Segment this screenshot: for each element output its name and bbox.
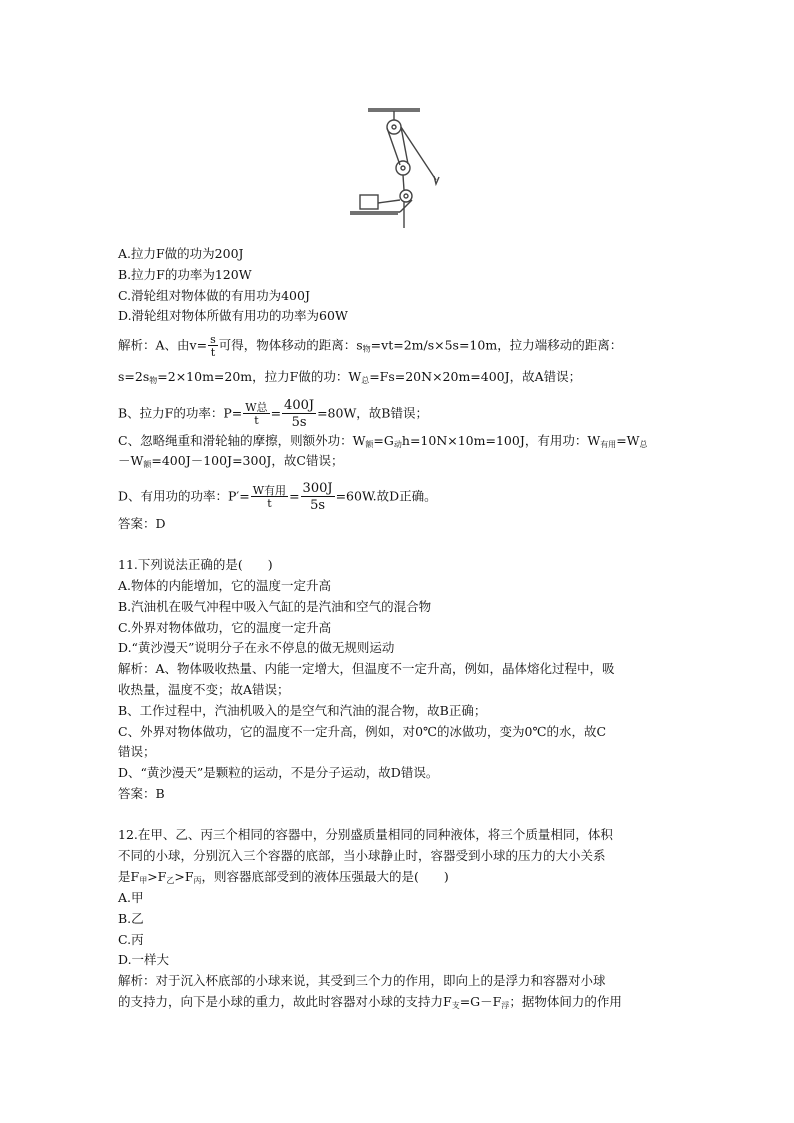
text: =G－F [459, 994, 502, 1009]
text: h=10N×10m=100J，有用功：W [401, 433, 601, 448]
text: =Fs=20N×20m=400J，故A错误； [369, 369, 582, 384]
q10-analysis-a [118, 334, 622, 360]
q11-option-a: A.物体的内能增加，它的温度一定升高 [118, 578, 332, 593]
denominator: 5s [291, 415, 307, 430]
text: =W [616, 433, 640, 448]
q11-analysis-1: 解析：A、物体吸收热量、内能一定增大，但温度不一定升高，例如，晶体熔化过程中，吸 [118, 661, 615, 676]
text: C、忽略绳重和滑轮轴的摩擦，则额外功：W [118, 433, 366, 448]
q10-answer: 答案：D [118, 516, 166, 531]
subscript: 额 [365, 440, 374, 449]
text: B、拉力F的功率：P= [118, 405, 243, 421]
q11-option-b: B.汽油机在吸气冲程中吸入气缸的是汽油和空气的混合物 [118, 599, 432, 614]
q11-answer: 答案：B [118, 786, 165, 801]
text: =G [373, 433, 394, 448]
q12-stem-3 [118, 867, 449, 891]
pulley-diagram [340, 100, 460, 230]
text: －W [118, 453, 144, 468]
q10-option-d: D.滑轮组对物体所做有用功的功率为60W [118, 308, 348, 323]
q10-option-c: C.滑轮组对物体做的有用功为400J [118, 288, 310, 303]
fraction-w-over-t [243, 402, 269, 426]
text: s=2s [118, 369, 150, 384]
q11-analysis-2: 收热量，温度不变；故A错误； [118, 682, 290, 697]
q12-stem-1: 12.在甲、乙、丙三个相同的容器中，分别盛质量相同的同种液体，将三个质量相同，体积 [118, 827, 613, 842]
q12-option-d: D.一样大 [118, 952, 170, 967]
q12-option-a: A.甲 [118, 890, 144, 905]
denominator: t [254, 414, 259, 427]
fraction-400-over-5 [282, 398, 316, 430]
text: >F [147, 869, 167, 884]
q11-option-d: D.“黄沙漫天”说明分子在永不停息的做无规则运动 [118, 640, 395, 655]
text: 可得，物体移动的距离：s [218, 337, 363, 353]
text: =80W，故B错误； [317, 405, 428, 421]
q11-stem: 11.下列说法正确的是( ) [118, 557, 273, 572]
denominator: t [267, 497, 272, 510]
text: 的支持力，向下是小球的重力，故此时容器对小球的支持力F [118, 994, 452, 1009]
subscript: 额 [143, 460, 152, 469]
text: >F [174, 869, 194, 884]
numerator: 400J [284, 398, 315, 413]
fraction-300-over-5 [301, 481, 335, 513]
fraction-s-over-t [208, 334, 218, 358]
subscript: 物 [149, 376, 158, 385]
numerator: W总 [245, 401, 268, 414]
denominator: t [210, 346, 216, 359]
numerator: s [210, 333, 216, 346]
q10-analysis-c2 [118, 451, 343, 475]
text: ；据物体间力的作用 [509, 994, 622, 1009]
text: D、有用功的功率：P′= [118, 488, 250, 504]
q11-analysis-3: B、工作过程中，汽油机吸入的是空气和汽油的混合物，故B正确； [118, 703, 487, 718]
q10-analysis-d: D、有用功的功率：P′= $\frac{\text{W有用}}{t}$ = $\frac{300J}{5s}$ =60W.故D正确。 [118, 481, 437, 513]
q11-analysis-4: C、外界对物体做功，它的温度不一定升高，例如，对0℃的冰做功，变为0℃的水，故C [118, 724, 607, 739]
subscript: 支 [451, 1001, 460, 1010]
subscript: 总 [361, 376, 370, 385]
text: =2×10m=20m，拉力F做的功：W [157, 369, 362, 384]
q11-analysis-6: D、“黄沙漫天”是颗粒的运动，不是分子运动，故D错误。 [118, 765, 439, 780]
q11-analysis-5: 错误； [118, 744, 156, 759]
q11-option-c: C.外界对物体做功，它的温度一定升高 [118, 620, 332, 635]
subscript: 乙 [166, 876, 175, 885]
text: ，则容器底部受到的液体压强最大的是( ) [201, 869, 449, 884]
q12-stem-2: 不同的小球，分别沉入三个容器的底部，当小球静止时，容器受到小球的压力的大小关系 [118, 848, 606, 863]
subscript: 物 [362, 344, 371, 354]
fraction-wyou-over-t [251, 485, 288, 509]
numerator: 300J [302, 481, 333, 496]
q10-option-a: A.拉力F做的功为200J [118, 246, 244, 261]
q10-option-b: B.拉力F的功率为120W [118, 267, 252, 282]
text: 解析：A、由v= [118, 337, 208, 353]
subscript: 浮 [501, 1001, 510, 1010]
subscript: 动 [393, 440, 402, 449]
text: 是F [118, 869, 140, 884]
subscript: 甲 [139, 876, 148, 885]
denominator: 5s [310, 498, 326, 513]
q12-option-c: C.丙 [118, 932, 144, 947]
q12-analysis-2 [118, 992, 622, 1016]
q12-option-b: B.乙 [118, 911, 144, 926]
q12-analysis-1: 解析：对于沉入杯底部的小球来说，其受到三个力的作用，即向上的是浮力和容器对小球 [118, 973, 606, 988]
q10-analysis-a2 [118, 367, 581, 391]
numerator: W有用 [252, 484, 287, 497]
subscript: 有用 [600, 440, 617, 449]
subscript: 丙 [193, 876, 202, 885]
q10-analysis-b: B、拉力F的功率：P= $\frac{\text{W总}}{t}$ = $\frac{400J}{5s}$ =80W，故B错误； [118, 398, 428, 430]
text: =60W.故D正确。 [335, 488, 437, 504]
subscript: 总 [639, 440, 648, 449]
text: =400J－100J=300J，故C错误； [151, 453, 344, 468]
text: =vt=2m/s×5s=10m，拉力端移动的距离： [370, 337, 623, 353]
